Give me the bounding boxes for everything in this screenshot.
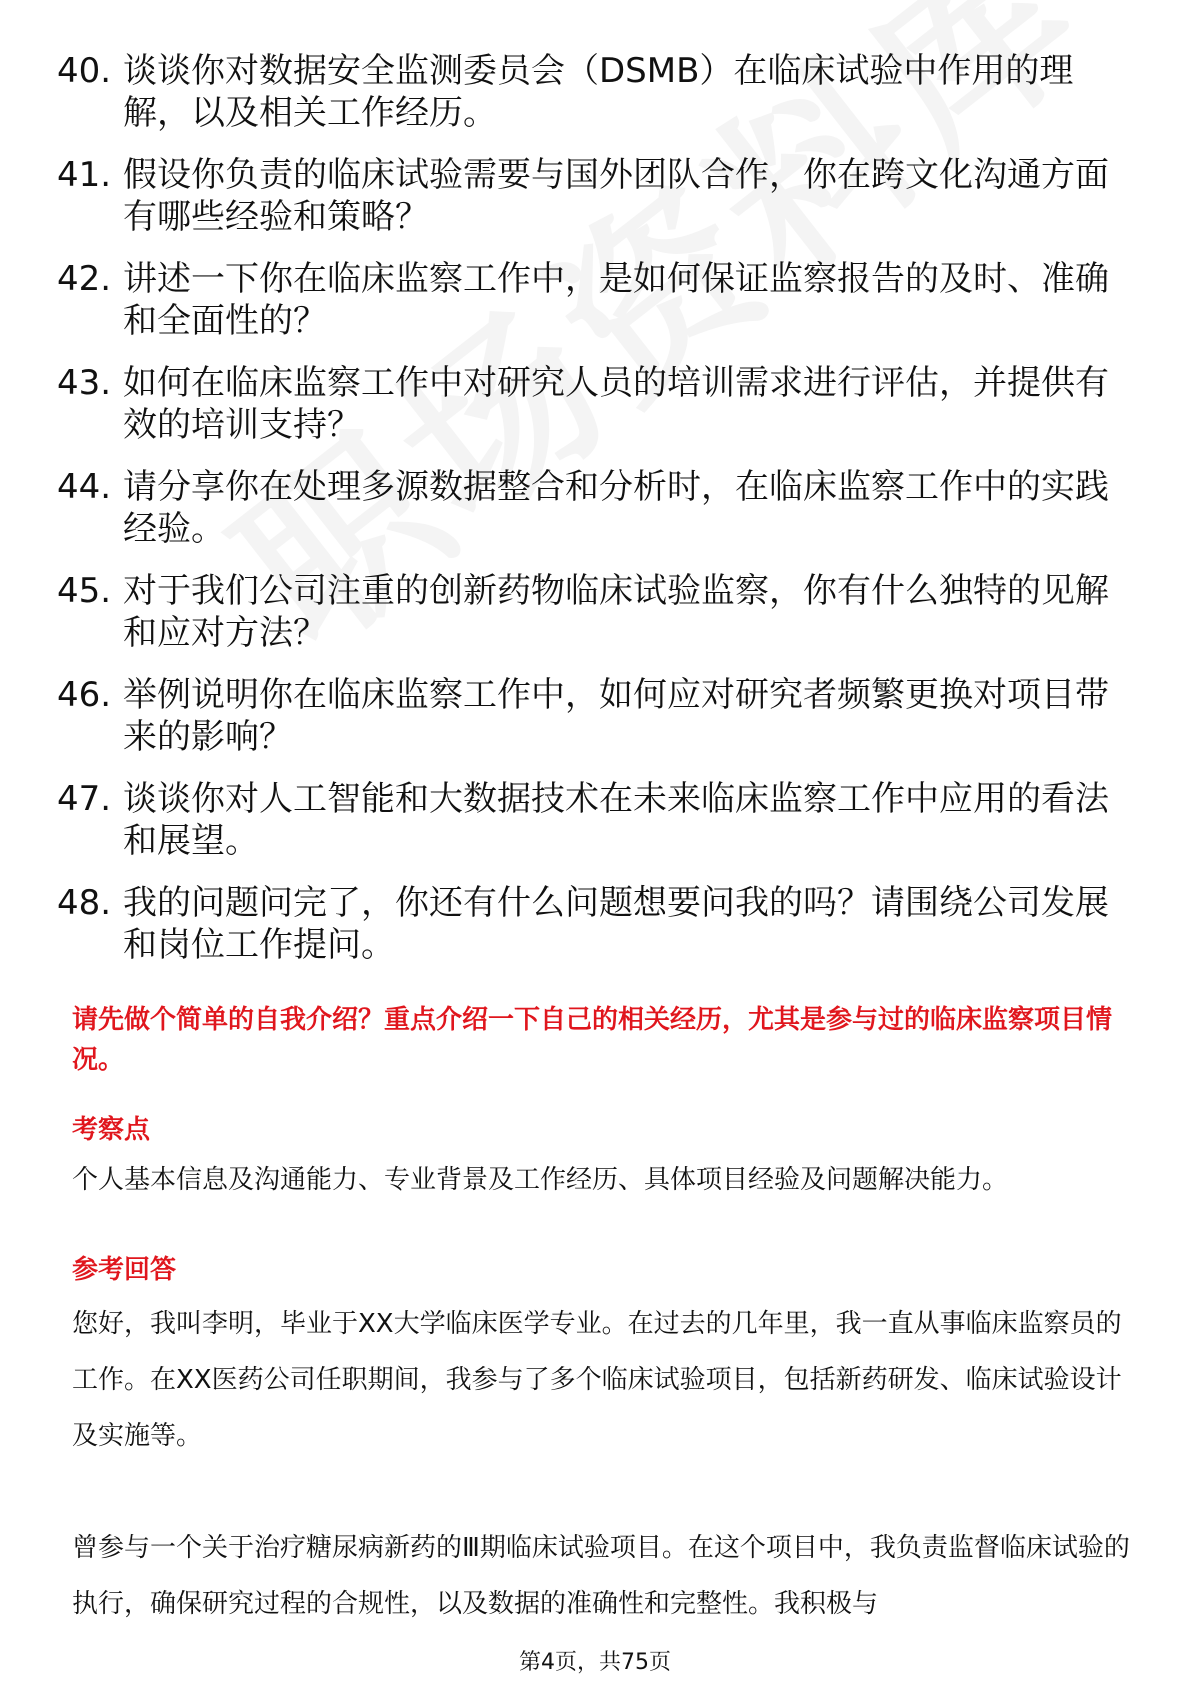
list-item <box>57 882 1137 966</box>
question-number: 48. <box>57 883 112 923</box>
intro-question: 请先做个简单的自我介绍？重点介绍一下自己的相关经历，尤其是参与过的临床监察项目情况。 <box>72 1005 1113 1075</box>
page-footer: 第4页，共75页 <box>519 1650 671 1675</box>
answer-paragraph: 曾参与一个关于治疗糖尿病新药的Ⅲ期临床试验项目。在这个项目中，我负责监督临床试验的执行，确保研究过程的合规性，以及数据的准确性和完整性。我积极与 <box>72 1533 1130 1619</box>
question-number: 46. <box>57 675 112 715</box>
question-text: 对于我们公司注重的创新药物临床试验监察，你有什么独特的见解和应对方法？ <box>123 571 1109 653</box>
question-text: 我的问题问完了，你还有什么问题想要问我的吗？请围绕公司发展和岗位工作提问。 <box>123 883 1109 965</box>
question-text: 如何在临床监察工作中对研究人员的培训需求进行评估，并提供有效的培训支持？ <box>123 363 1109 445</box>
question-text: 谈谈你对人工智能和大数据技术在未来临床监察工作中应用的看法和展望。 <box>123 779 1109 861</box>
list-item <box>57 50 1137 134</box>
question-number: 41. <box>57 155 112 195</box>
question-number: 43. <box>57 363 112 403</box>
question-text: 谈谈你对数据安全监测委员会（DSMB）在临床试验中作用的理解，以及相关工作经历。 <box>123 51 1074 133</box>
question-number: 42. <box>57 259 112 299</box>
list-item <box>57 570 1137 654</box>
list-item <box>57 258 1137 342</box>
question-list <box>57 50 1137 986</box>
list-item <box>57 674 1137 758</box>
focus-text: 个人基本信息及沟通能力、专业背景及工作经历、具体项目经验及问题解决能力。 <box>72 1165 1009 1195</box>
question-text: 讲述一下你在临床监察工作中，是如何保证监察报告的及时、准确和全面性的？ <box>123 259 1109 341</box>
question-number: 45. <box>57 571 112 611</box>
answer-paragraph: 您好，我叫李明，毕业于XX大学临床医学专业。在过去的几年里，我一直从事临床监察员的工作。在XX医药公司任职期间，我参与了多个临床试验项目，包括新药研发、临床试验设计及实施等。 <box>72 1309 1122 1451</box>
focus-label: 考察点 <box>72 1115 151 1145</box>
question-number: 40. <box>57 51 112 91</box>
question-text: 请分享你在处理多源数据整合和分析时，在临床监察工作中的实践经验。 <box>123 467 1109 549</box>
answer-label: 参考回答 <box>72 1255 177 1285</box>
list-item <box>57 778 1137 862</box>
question-number: 47. <box>57 779 112 819</box>
list-item <box>57 362 1137 446</box>
question-text: 假设你负责的临床试验需要与国外团队合作，你在跨文化沟通方面有哪些经验和策略？ <box>123 155 1109 237</box>
list-item <box>57 154 1137 238</box>
list-item <box>57 466 1137 550</box>
question-text: 举例说明你在临床监察工作中，如何应对研究者频繁更换对项目带来的影响？ <box>123 675 1109 757</box>
question-number: 44. <box>57 467 112 507</box>
